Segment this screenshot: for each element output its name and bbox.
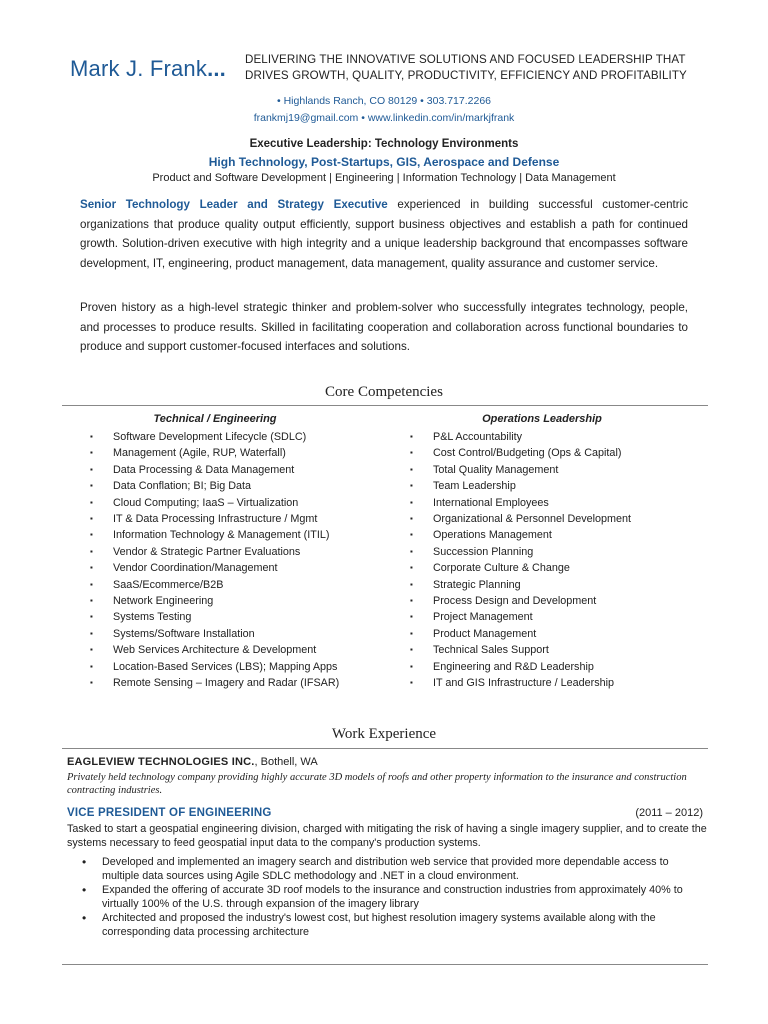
summary-paragraph-1 [80, 195, 688, 273]
summary-p1-text: experienced in building successful customer-centric organizations that produce quality output efficiently, support business objectives and establish a path for continued growth. Solution-driven executive with high integrity and a unique leadership background that encompasses software development, IT, engineering, product management, data management, quality assurance and customer service. [80, 198, 688, 270]
resume-header [70, 50, 710, 90]
list-item: ▪ Web Services Architecture & Development [90, 642, 390, 658]
list-item: ▪ Location-Based Services (LBS); Mapping Apps [90, 659, 390, 675]
list-item: ▪ Data Processing & Data Management [90, 462, 390, 478]
contact-address-phone: • Highlands Ranch, CO 80129 • 303.717.2266 [277, 95, 491, 107]
section-divider [62, 748, 708, 749]
contact-email-linkedin[interactable]: frankmj19@gmail.com • www.linkedin.com/in/markjfrank [253, 112, 515, 124]
list-item: ▪ Process Design and Development [410, 593, 700, 609]
list-item: ▪ Management (Agile, RUP, Waterfall) [90, 445, 390, 461]
tagline [245, 52, 687, 84]
list-item: ▪ SaaS/Ecommerce/B2B [90, 577, 390, 593]
list-item: ▪ IT and GIS Infrastructure / Leadership [410, 675, 700, 691]
list-item: • Expanded the offering of accurate 3D roof models to the insurance and construction industries from approximately 40% to virtually 100% of the U.S. through expansion of the imagery library [82, 884, 702, 911]
name-suffix: ... [207, 56, 226, 81]
list-item: ▪ Software Development Lifecycle (SDLC) [90, 429, 390, 445]
work-experience-title: Work Experience [331, 726, 437, 742]
role-title: VICE PRESIDENT OF ENGINEERING [67, 807, 272, 819]
list-item: ▪ Total Quality Management [410, 462, 700, 478]
achievement-list [82, 856, 702, 940]
list-item: ▪ Corporate Culture & Change [410, 560, 700, 576]
list-item: ▪ Operations Management [410, 527, 700, 543]
list-item: ▪ Succession Planning [410, 544, 700, 560]
role-dates: (2011 – 2012) [635, 807, 703, 819]
list-item: ▪ Network Engineering [90, 593, 390, 609]
list-item: ▪ Remote Sensing – Imagery and Radar (IFSAR) [90, 675, 390, 691]
operations-competency-list [410, 429, 700, 692]
company-location: , Bothell, WA [254, 756, 318, 768]
tagline-line-1: DELIVERING THE INNOVATIVE SOLUTIONS AND FOCUSED LEADERSHIP THAT [245, 53, 686, 66]
company-line [67, 756, 318, 768]
list-item: ▪ Strategic Planning [410, 577, 700, 593]
list-item: • Developed and implemented an imagery search and distribution web service that provided more dependable access to multiple data sources using Agile SDLC methodology and .NET in a cloud environment. [82, 856, 702, 883]
list-item: • Architected and proposed the industry's lowest cost, but highest resolution imagery systems available along with the corresponding data processing architecture [82, 912, 702, 939]
list-item: ▪ Systems Testing [90, 609, 390, 625]
tagline-line-2: DRIVES GROWTH, QUALITY, PRODUCTIVITY, EFFICIENCY AND PROFITABILITY [245, 69, 687, 82]
list-item: ▪ Engineering and R&D Leadership [410, 659, 700, 675]
role-description: Tasked to start a geospatial engineering division, charged with mitigating the risk of having a single imagery supplier, and to create the systems necessary to feed geospatial input data to the company's production systems. [67, 823, 707, 849]
list-item: ▪ IT & Data Processing Infrastructure / Mgmt [90, 511, 390, 527]
company-description: Privately held technology company providing highly accurate 3D models of roofs and other property information to the insurance and construction contracting industries. [67, 772, 687, 796]
list-item: ▪ Project Management [410, 609, 700, 625]
list-item: ▪ Information Technology & Management (ITIL) [90, 527, 390, 543]
section-divider [62, 405, 708, 406]
operations-heading: Operations Leadership [482, 413, 602, 425]
summary-lead: Senior Technology Leader and Strategy Executive [80, 198, 388, 211]
technical-heading: Technical / Engineering [153, 413, 277, 425]
list-item: ▪ Data Conflation; BI; Big Data [90, 478, 390, 494]
list-item: ▪ Organizational & Personnel Development [410, 511, 700, 527]
company-name: EAGLEVIEW TECHNOLOGIES INC. [67, 756, 255, 768]
executive-title: Executive Leadership: Technology Environments [249, 138, 519, 150]
executive-areas: Product and Software Development | Engineering | Information Technology | Data Management [152, 172, 616, 184]
list-item: ▪ Vendor Coordination/Management [90, 560, 390, 576]
core-competencies-title: Core Competencies [325, 384, 443, 400]
list-item: ▪ Vendor & Strategic Partner Evaluations [90, 544, 390, 560]
list-item: ▪ Technical Sales Support [410, 642, 700, 658]
list-item: ▪ Team Leadership [410, 478, 700, 494]
executive-industries: High Technology, Post-Startups, GIS, Aerospace and Defense [208, 155, 560, 169]
page-bottom-divider [62, 964, 708, 965]
list-item: ▪ Cost Control/Budgeting (Ops & Capital) [410, 445, 700, 461]
candidate-name: Mark J. Frank... [70, 56, 226, 81]
list-item: ▪ Systems/Software Installation [90, 626, 390, 642]
list-item: ▪ Product Management [410, 626, 700, 642]
summary-paragraph-2: Proven history as a high-level strategic thinker and problem-solver who successfully integrates technology, people, and processes to produce results. Skilled in facilitating cooperation and collaboration across functional boundaries to produce and support customer-focused interfaces and solutions. [80, 301, 688, 353]
technical-competency-list [90, 429, 390, 692]
list-item: ▪ International Employees [410, 495, 700, 511]
list-item: ▪ P&L Accountability [410, 429, 700, 445]
list-item: ▪ Cloud Computing; IaaS – Virtualization [90, 495, 390, 511]
